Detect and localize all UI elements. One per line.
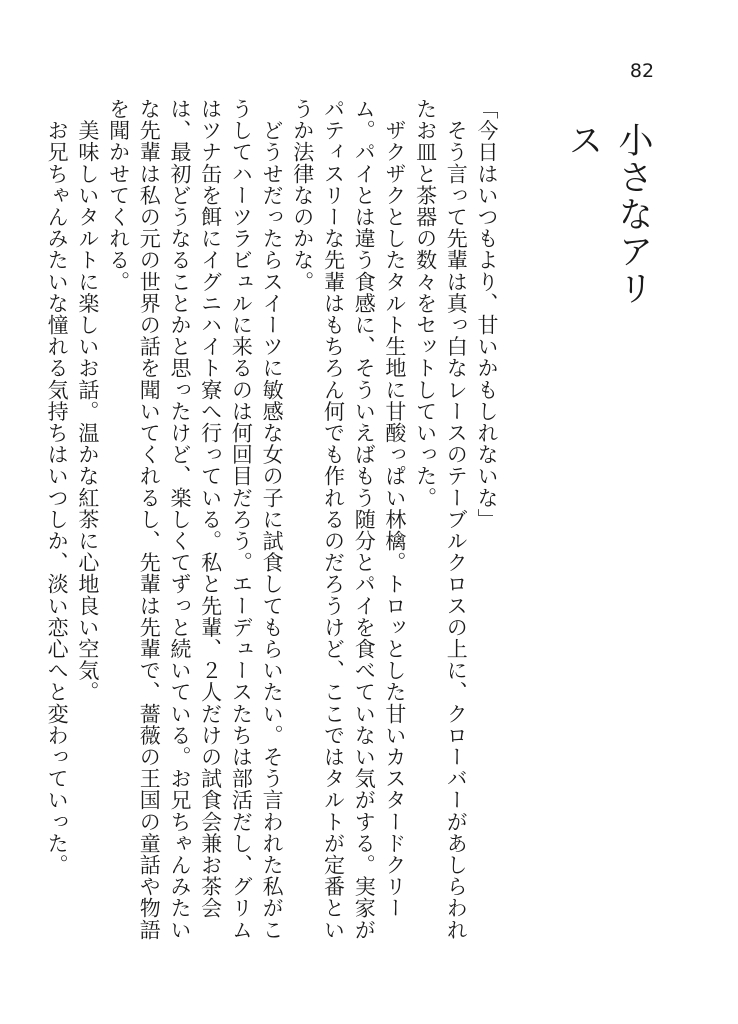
paragraph: 「今日はいつもより、甘いかもしれないな」 — [475, 98, 499, 530]
chapter-title: 小さなアリス — [563, 122, 653, 307]
paragraph: どうせだったらスイーツに敏感な女の子に試食してもらいたい。そう言われた私がこうしてハーツラビュルに来るのは何回目だろう。エーデュースたちは部活だし、グリムはツナ缶を餌にイグニハイト寮へ行っている。私と先輩、２人だけの試食会兼お茶会は、最初どうなることかと思ったけど、楽しくてずっと続いている。お兄ちゃんみたいな先輩は私の元の世界の話を聞いてくれるし、先輩は先輩で、薔薇の王国の童話や物語を聞かせてくれる。 — [106, 98, 285, 941]
body-text — [45, 98, 502, 948]
paragraph: そう言って先輩は真っ白なレースのテーブルクロスの上に、クローバーがあしらわれたお皿と茶器の数々をセットしていった。 — [413, 98, 469, 941]
page-number: 82 — [629, 60, 655, 82]
paragraph: お兄ちゃんみたいな憧れる気持ちはいつしか、淡い恋心へと変わっていった。 — [45, 98, 70, 876]
paragraph: ザクザクとしたタルト生地に甘酸っぱい林檎。トロッとした甘いカスタードクリーム。パイとは違う食感に、そういえばもう随分とパイを食べていない気がする。実家がパティスリーな先輩はもちろん何でも作れるのだろうけど、ここではタルトが定番というか法律なのかな。 — [290, 98, 407, 941]
paragraph: 美味しいタルトに楽しいお話。温かな紅茶に心地良い空気。 — [75, 98, 100, 703]
